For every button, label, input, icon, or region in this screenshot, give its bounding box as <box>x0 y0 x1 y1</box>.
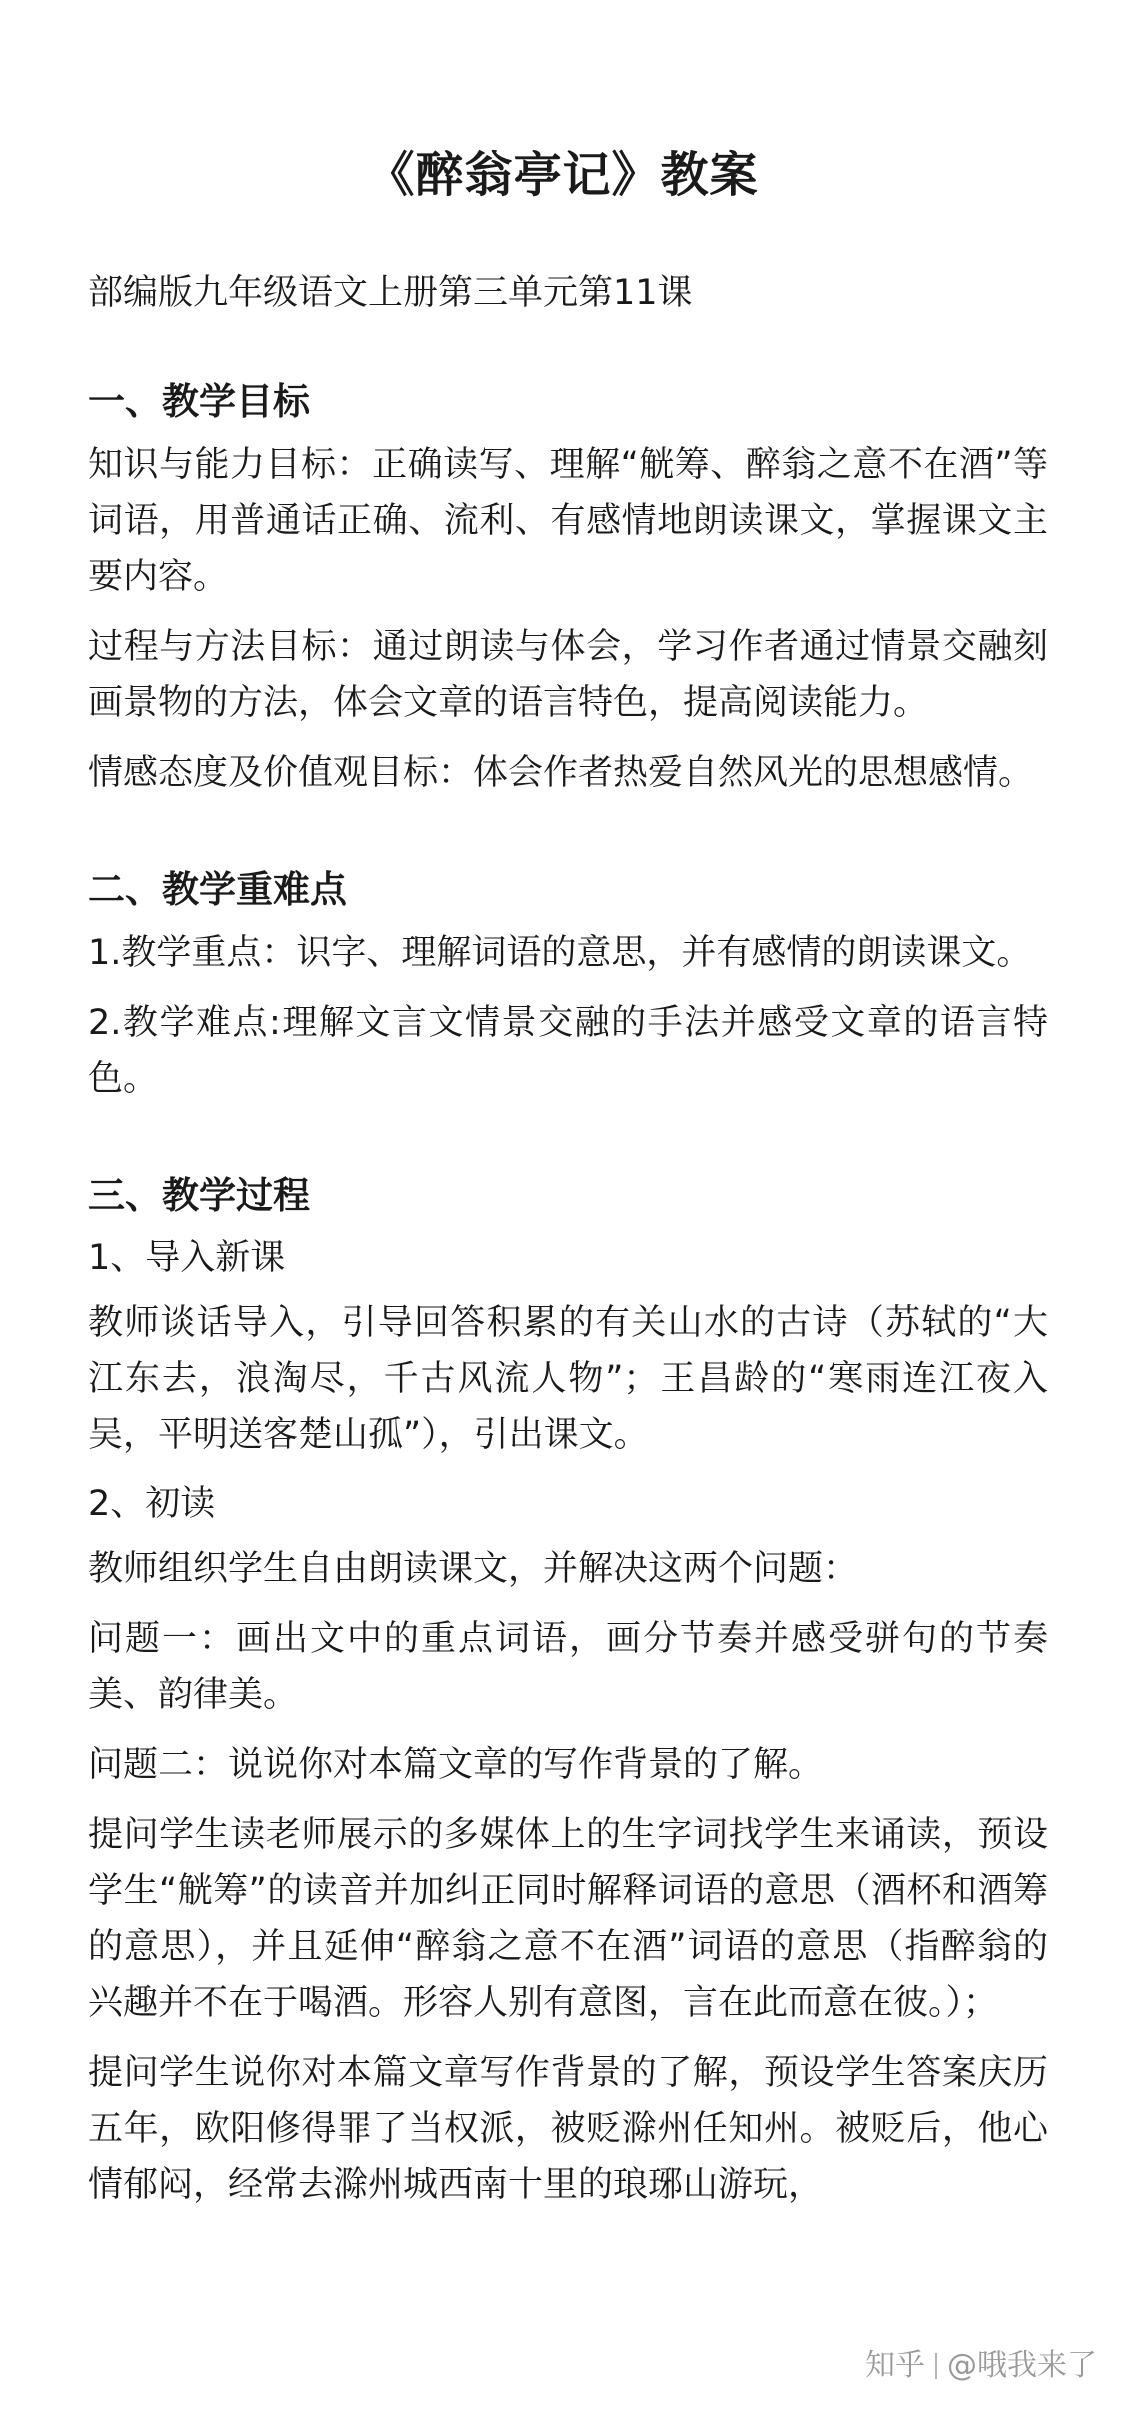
paragraph-question-one: 问题一：画出文中的重点词语，画分节奏并感受骈句的节奏美、韵律美。 <box>88 1619 1048 1715</box>
paragraph-knowledge-goal: 知识与能力目标：正确读写、理解“觥筹、醉翁之意不在酒”等词语，用普通话正确、流利、有感情地朗读课文，掌握课文主要内容。 <box>88 445 1048 597</box>
paragraph-background: 提问学生说你对本篇文章写作背景的了解，预设学生答案庆历五年，欧阳修得罪了当权派，被贬滁州任知州。被贬后，他心情郁闷，经常去滁州城西南十里的琅琊山游玩， <box>88 2053 1048 2205</box>
paragraph-difficult-point: 2.教学难点:理解文言文情景交融的手法并感受文章的语言特色。 <box>88 1003 1048 1099</box>
document-title: 《醉翁亭记》教案 <box>366 147 759 203</box>
section-heading-process: 三、教学过程 <box>88 1174 310 1217</box>
paragraph-reading-task: 教师组织学生自由朗读课文，并解决这两个问题： <box>88 1549 859 1589</box>
paragraph-intro: 教师谈话导入，引导回答积累的有关山水的古诗（苏轼的“大江东去，浪淘尽，千古风流人物”；王昌龄的“寒雨连江夜入吴，平明送客楚山孤”），引出课文。 <box>88 1303 1048 1455</box>
watermark-user: @哦我来了 <box>947 2348 1097 2383</box>
watermark-site: 知乎 <box>865 2348 925 2383</box>
paragraph-key-point: 1.教学重点：识字、理解词语的意思，并有感情的朗读课文。 <box>88 933 1032 973</box>
paragraph-process-goal: 过程与方法目标：通过朗读与体会，学习作者通过情景交融刻画景物的方法，体会文章的语言特色，提高阅读能力。 <box>88 627 1048 723</box>
zhihu-watermark <box>865 2346 1097 2386</box>
document-subtitle: 部编版九年级语文上册第三单元第11课 <box>88 273 693 313</box>
watermark-divider <box>935 2353 937 2379</box>
step-heading-intro: 1、导入新课 <box>88 1238 286 1278</box>
section-heading-objectives: 一、教学目标 <box>88 380 310 423</box>
step-heading-first-reading: 2、初读 <box>88 1484 216 1524</box>
paragraph-question-two: 问题二：说说你对本篇文章的写作背景的了解。 <box>88 1745 824 1785</box>
section-spacer <box>88 815 1048 863</box>
section-spacer <box>88 1121 1048 1169</box>
paragraph-vocabulary: 提问学生读老师展示的多媒体上的生字词找学生来诵读，预设学生“觥筹”的读音并加纠正同时解释词语的意思（酒杯和酒筹的意思），并且延伸“醉翁之意不在酒”词语的意思（指醉翁的兴趣并不在于喝酒。形容人别有意图，言在此而意在彼。）； <box>88 1815 1048 2023</box>
document-body <box>88 375 1048 2227</box>
section-heading-key-points: 二、教学重难点 <box>88 868 347 911</box>
paragraph-emotion-goal: 情感态度及价值观目标：体会作者热爱自然风光的思想感情。 <box>88 753 1034 793</box>
